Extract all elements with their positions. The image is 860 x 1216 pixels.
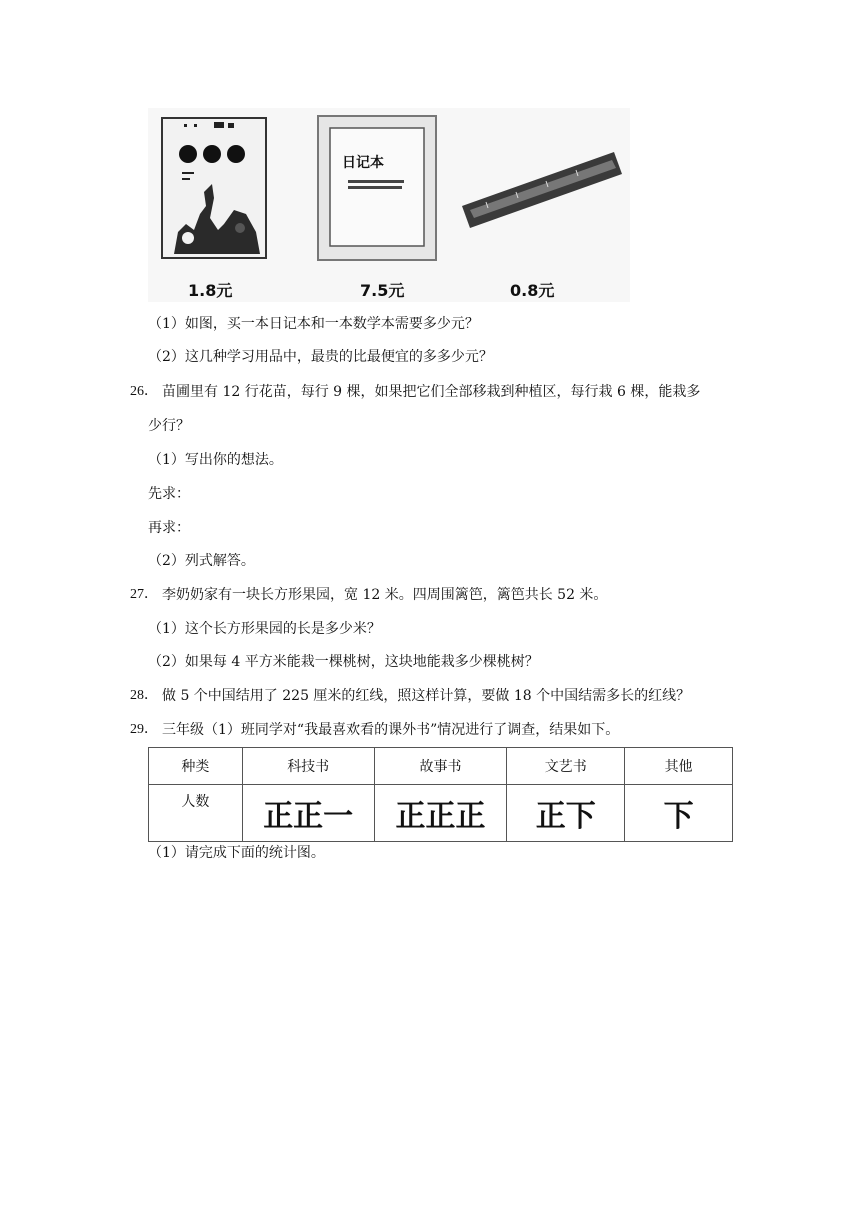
table-header-cell: 故事书 bbox=[374, 748, 507, 785]
table-row-label: 人数 bbox=[149, 785, 243, 842]
q28-text: 做 5 个中国结用了 225 厘米的红线，照这样计算，要做 18 个中国结需多长的红线？ bbox=[162, 688, 691, 704]
tally-marks-science: 正正一 bbox=[263, 799, 354, 834]
product-illustration bbox=[148, 108, 630, 302]
table-header-cell: 种类 bbox=[149, 748, 243, 785]
tally-marks-other: 下 bbox=[663, 799, 694, 834]
q26-number: 26． bbox=[130, 384, 158, 399]
q27-number: 27． bbox=[130, 587, 158, 602]
table-header-cell: 文艺书 bbox=[507, 748, 625, 785]
ruler-image bbox=[458, 138, 628, 228]
diary-cover-title: 日记本 bbox=[342, 155, 384, 171]
q27-text: 李奶奶家有一块长方形果园，宽 12 米。四周围篱笆，篱笆共长 52 米。 bbox=[162, 587, 608, 603]
q27-sub1: （1）这个长方形果园的长是多少米？ bbox=[148, 621, 381, 637]
table-header-cell: 其他 bbox=[625, 748, 733, 785]
q27-sub2: （2）如果每 4 平方米能栽一棵桃树，这块地能栽多少棵桃树？ bbox=[148, 654, 539, 670]
diary-price: 7.5元 bbox=[360, 281, 405, 300]
table-row bbox=[149, 785, 733, 842]
q28-number: 28． bbox=[130, 688, 158, 703]
diary-image bbox=[314, 114, 440, 264]
q26-text-line2: 少行？ bbox=[148, 418, 190, 434]
table-header-row bbox=[149, 748, 733, 785]
tally-marks-literature: 正下 bbox=[535, 799, 596, 834]
q26-then-label: 再求： bbox=[148, 520, 190, 536]
survey-table bbox=[148, 747, 733, 842]
table-header-cell: 科技书 bbox=[242, 748, 374, 785]
ruler-price: 0.8元 bbox=[510, 281, 555, 300]
q25-sub1: （1）如图，买一本日记本和一本数学本需要多少元？ bbox=[148, 316, 479, 332]
q25-sub2: （2）这几种学习用品中，最贵的比最便宜的多多少元？ bbox=[148, 349, 493, 365]
q26-sub2: （2）列式解答。 bbox=[148, 553, 255, 569]
tally-marks-story: 正正正 bbox=[395, 799, 486, 834]
q26-text-line1: 苗圃里有 12 行花苗，每行 9 棵，如果把它们全部移栽到种植区，每行栽 6 棵，能栽多 bbox=[162, 384, 701, 400]
q29-number: 29． bbox=[130, 722, 158, 737]
q26-first-label: 先求： bbox=[148, 486, 190, 502]
math-notebook-image bbox=[154, 114, 272, 264]
q26-sub1: （1）写出你的想法。 bbox=[148, 452, 283, 468]
q29-sub1: （1）请完成下面的统计图。 bbox=[148, 845, 325, 861]
q29-text: 三年级（1）班同学对“我最喜欢看的课外书”情况进行了调查，结果如下。 bbox=[162, 722, 620, 738]
math-notebook-price: 1.8元 bbox=[188, 281, 233, 300]
